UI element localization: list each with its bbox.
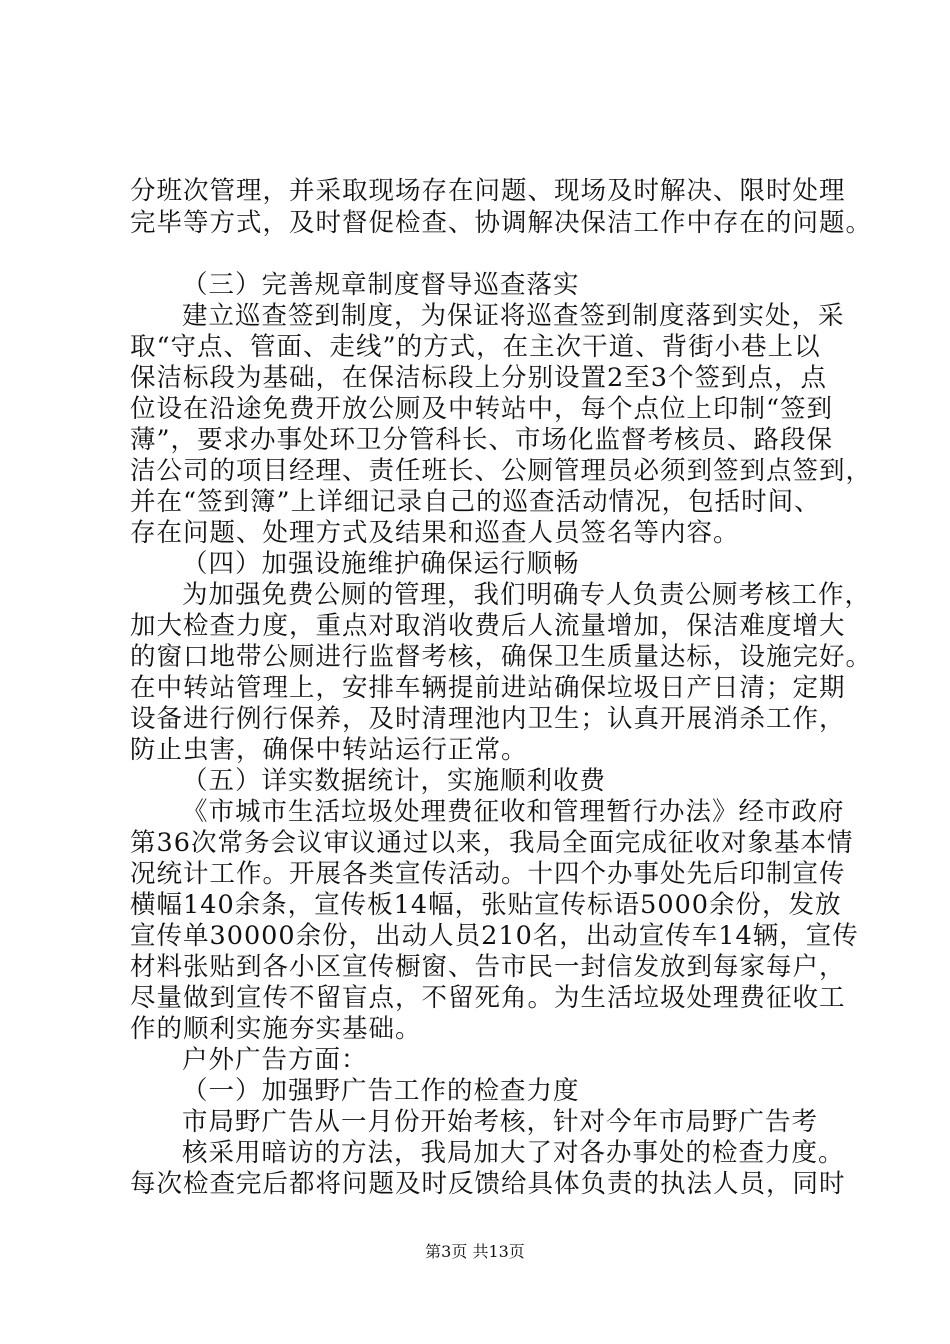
text-line: 取“守点、管面、走线”的方式，在主次干道、背街小巷上以 [130, 332, 821, 362]
text-line: 洁公司的项目经理、责任班长、公厕管理员必须到签到点签到， [130, 456, 873, 486]
text-line: 位设在沿途免费开放公厕及中转站中，每个点位上印制“签到 [130, 394, 834, 424]
text-line: 存在问题、处理方式及结果和巡查人员签名等内容。 [130, 518, 740, 548]
section-heading: （五）详实数据统计，实施顺利收费 [182, 766, 607, 796]
page-number: 第3页 共13页 [425, 1242, 525, 1261]
text-line: 《市城市生活垃圾处理费征收和管理暂行办法》经市政府 [182, 797, 845, 827]
text-line: 核采用暗访的方法，我局加大了对各办事处的检查力度。 [182, 1138, 845, 1168]
text-line: 建立巡查签到制度，为保证将巡查签到制度落到实处，采 [182, 301, 845, 331]
text-line: 加大检查力度，重点对取消收费后人流量增加，保洁难度增大 [130, 611, 846, 641]
text-line: 市局野广告从一月份开始考核，针对今年市局野广告考 [182, 1107, 819, 1137]
text-line: 宣传单30000余份，出动人员210名，出动宣传车14辆，宣传 [130, 921, 859, 951]
text-line: 薄”，要求办事处环卫分管科长、市场化监督考核员、路段保 [130, 425, 834, 455]
text-line: 作的顺利实施夯实基础。 [130, 1014, 422, 1044]
text-line: 防止虫害，确保中转站运行正常。 [130, 735, 528, 765]
text-line: 况统计工作。开展各类宣传活动。十四个办事处先后印制宣传 [130, 859, 846, 889]
text-line: 完毕等方式，及时督促检查、协调解决保洁工作中存在的问题。 [130, 208, 873, 238]
section-label: 户外广告方面： [182, 1045, 368, 1075]
text-line: 保洁标段为基础，在保洁标段上分别设置2至3个签到点，点 [130, 363, 827, 393]
section-heading: （四）加强设施维护确保运行顺畅 [182, 549, 580, 579]
text-line: 为加强免费公厕的管理，我们明确专人负责公厕考核工作， [182, 580, 872, 610]
text-line: 在中转站管理上，安排车辆提前进站确保垃圾日产日清；定期 [130, 673, 846, 703]
text-line: 设备进行例行保养，及时清理池内卫生；认真开展消杀工作， [130, 704, 846, 734]
text-line: 每次检查完后都将问题及时反馈给具体负责的执法人员，同时 [130, 1169, 846, 1199]
section-heading: （一）加强野广告工作的检查力度 [182, 1076, 580, 1106]
text-line: 材料张贴到各小区宣传橱窗、告市民一封信发放到每家每户， [130, 952, 846, 982]
text-line: 分班次管理，并采取现场存在问题、现场及时解决、限时处理 [130, 176, 846, 206]
text-line: 第36次常务会议审议通过以来，我局全面完成征收对象基本情 [130, 828, 854, 858]
text-line: 横幅140余条，宣传板14幅，张贴宣传标语5000余份，发放 [130, 890, 842, 920]
section-heading: （三）完善规章制度督导巡查落实 [182, 270, 580, 300]
text-line: 并在“签到簿”上详细记录自己的巡查活动情况，包括时间、 [130, 487, 821, 517]
text-line: 的窗口地带公厕进行监督考核，确保卫生质量达标，设施完好。 [130, 642, 873, 672]
text-line: 尽量做到宣传不留盲点，不留死角。为生活垃圾处理费征收工 [130, 983, 846, 1013]
